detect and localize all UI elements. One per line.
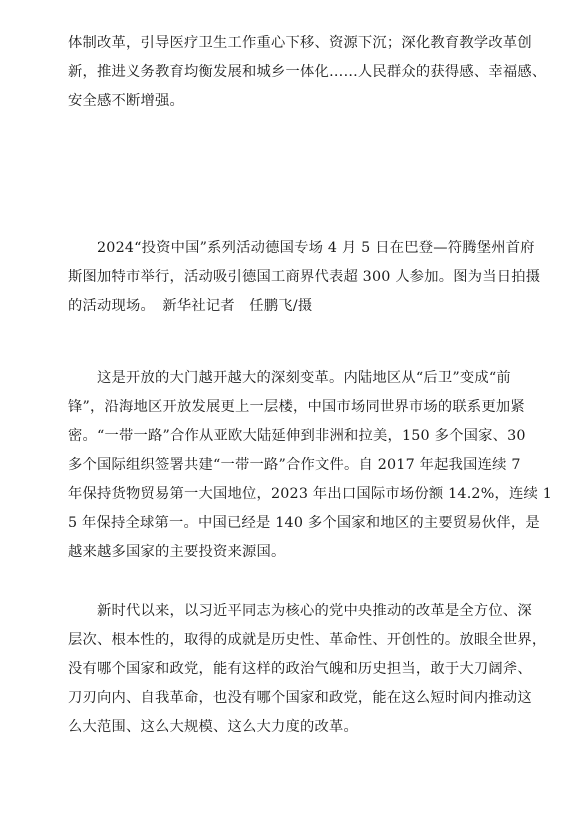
text-line: 越来越多国家的主要投资来源国。 xyxy=(68,544,286,560)
article-paragraph-new-era xyxy=(68,597,547,742)
article-paragraph-reform-results xyxy=(68,29,547,116)
text-line: 5 年保持全球第一。中国已经是 140 多个国家和地区的主要贸易伙伴，是 xyxy=(68,515,540,531)
text-line: 多个国际组织签署共建“一带一路”合作文件。自 2017 年起我国连续 7 xyxy=(68,457,521,473)
text-line: 年保持货物贸易第一大国地位，2023 年出口国际市场份额 14.2%，连续 1 xyxy=(68,486,553,502)
text-line: 体制改革，引导医疗卫生工作重心下移、资源下沉；深化教育教学改革创 xyxy=(68,35,532,51)
text-line: 斯图加特市举行，活动吸引德国工商界代表超 300 人参加。图为当日拍摄 xyxy=(68,269,541,285)
article-paragraph-opening-up xyxy=(68,364,553,567)
text-line: 2024“投资中国”系列活动德国专场 4 月 5 日在巴登—符腾堡州首府 xyxy=(68,240,535,256)
text-line: 这是开放的大门越开越大的深刻变革。内陆地区从“后卫”变成“前 xyxy=(68,370,511,386)
photo-caption xyxy=(68,234,541,321)
text-line: 安全感不断增强。 xyxy=(68,93,184,109)
text-line: 的活动现场。 新华社记者 任鹏飞/摄 xyxy=(68,298,313,314)
text-line: 新，推进义务教育均衡发展和城乡一体化……人民群众的获得感、幸福感、 xyxy=(68,64,547,80)
text-line: 没有哪个国家和政党，能有这样的政治气魄和历史担当，敢于大刀阔斧、 xyxy=(68,661,532,677)
text-line: 锋”，沿海地区开放发展更上一层楼，中国市场同世界市场的联系更加紧 xyxy=(68,399,525,415)
text-line: 刀刃向内、自我革命，也没有哪个国家和政党，能在这么短时间内推动这 xyxy=(68,690,532,706)
text-line: 密。“一带一路”合作从亚欧大陆延伸到非洲和拉美，150 多个国家、30 xyxy=(68,428,526,444)
text-line: 层次、根本性的，取得的成就是历史性、革命性、开创性的。放眼全世界， xyxy=(68,632,547,648)
text-line: 新时代以来，以习近平同志为核心的党中央推动的改革是全方位、深 xyxy=(68,603,532,619)
text-line: 么大范围、这么大规模、这么大力度的改革。 xyxy=(68,719,358,735)
